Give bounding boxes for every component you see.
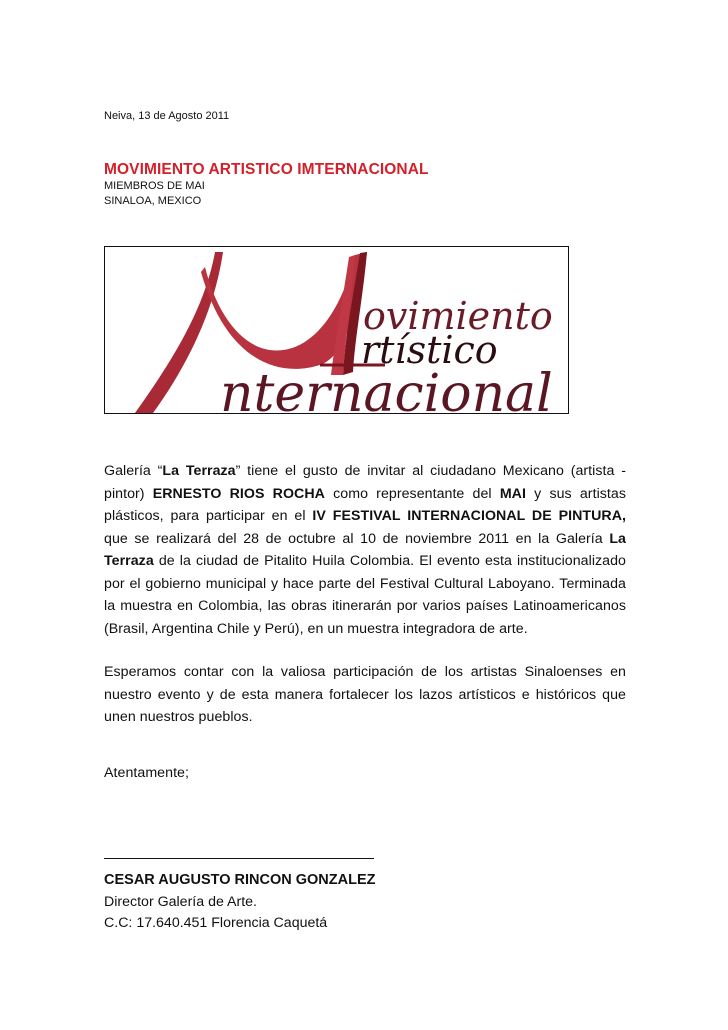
artist-name: ERNESTO RIOS ROCHA (152, 485, 325, 502)
festival-name: IV FESTIVAL INTERNACIONAL DE PINTURA, (312, 508, 626, 524)
signer-title: Director Galería de Arte. (104, 894, 257, 910)
gallery-name: La Terraza (162, 463, 236, 479)
gallery-name-2: La Terraza (104, 530, 626, 569)
closing-paragraph: Esperamos contar con la valiosa participación de los artistas Sinaloenses en nuestro evento y de esta manera fortalecer los lazos artísticos e históricos que unen nuestros pueblos. (104, 664, 626, 725)
svg-text:nternacional: nternacional (220, 364, 553, 413)
invitation-paragraph: Galería “La Terraza” tiene el gusto de invitar al ciudadano Mexicano (artista - pintor) ERNESTO RIOS ROCHA como representante del MAI y sus artistas plásticos, para participar en el IV FESTIVAL INTERNACIONAL DE PINTURA, que se realizará del 28 de octubre al 10 de noviembre 2011 en la Galería La Terraza de la ciudad de Pitalito Huila Colombia. El evento esta institucionalizado por el gobierno municipal y hace parte del Festival Cultural Laboyano. Terminada la muestra en Colombia, las obras itinerarán por varios países Latinoamericanos (Brasil, Argentina Chile y Perú), en un muestra integradora de arte. (104, 463, 626, 637)
mai-abbrev: MAI (499, 485, 526, 502)
letter-date: Neiva, 13 de Agosto 2011 (104, 110, 230, 122)
logo-image (104, 246, 569, 414)
movimiento-artistico-logo-icon (105, 247, 568, 413)
signature-line (104, 858, 374, 859)
svg-text:rtístico: rtístico (361, 328, 498, 372)
recipient-line-members: MIEMBROS DE MAI (104, 180, 205, 192)
signer-name: CESAR AUGUSTO RINCON GONZALEZ (104, 872, 376, 888)
svg-text:ovimiento: ovimiento (363, 294, 553, 338)
recipient-line-location: SINALOA, MEXICO (104, 195, 202, 207)
signer-id: C.C: 17.640.451 Florencia Caquetá (104, 915, 328, 931)
closing-salutation: Atentamente; (104, 765, 189, 781)
recipient-organization: MOVIMIENTO ARTISTICO IMTERNACIONAL (104, 161, 429, 178)
